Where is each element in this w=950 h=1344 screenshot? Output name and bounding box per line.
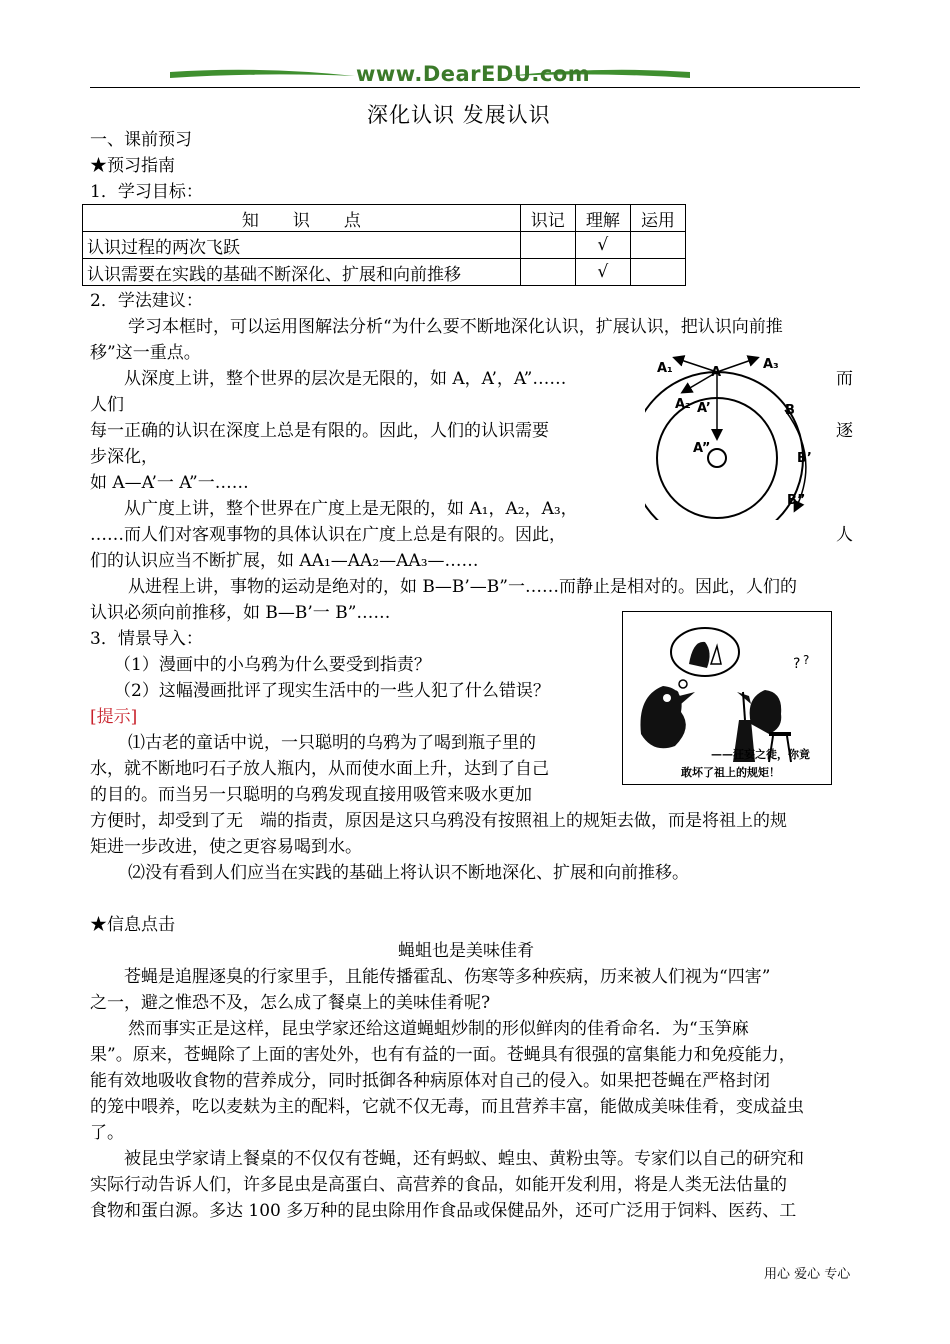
table-header-cell: 知 识 点 xyxy=(83,205,521,232)
diagram-label: A₃ xyxy=(763,357,779,372)
crow-cartoon xyxy=(622,611,832,785)
hint-line: 矩进一步改进，使之更容易喝到水。 xyxy=(90,837,362,857)
diagram-label: A xyxy=(711,365,722,380)
paragraph-line: 人们 xyxy=(90,395,124,415)
paragraph-line: 如 A—A’一 A”一…… xyxy=(90,473,249,493)
header-banner xyxy=(170,62,690,90)
article-line: 之一，避之惟恐不及，怎么成了餐桌上的美味佳肴呢? xyxy=(90,993,491,1013)
cognition-diagram xyxy=(645,350,845,520)
paragraph-line: 认识必须向前推移，如 B—B’一 B”…… xyxy=(90,603,391,623)
paragraph-line: 而 xyxy=(836,369,853,389)
paragraph-line: 人 xyxy=(836,525,853,545)
table-row xyxy=(83,232,686,259)
method-heading: 2．学法建议： xyxy=(90,291,203,311)
table-header-cell: 运用 xyxy=(630,205,685,232)
table-cell xyxy=(520,259,575,286)
cartoon-caption: ——狂妄之徒，你竟 xyxy=(711,748,810,761)
table-cell: √ xyxy=(575,259,630,286)
diagram-label: B xyxy=(785,403,795,418)
site-logo-text[interactable]: www.DearEDU.com xyxy=(356,62,591,86)
table-cell: 认识需要在实践的基础不断深化、扩展和向前推移 xyxy=(83,259,521,286)
article-line: 果”。原来，苍蝇除了上面的害处外，也有有益的一面。苍蝇具有很强的富集能力和免疫能力， xyxy=(90,1045,796,1065)
cartoon-caption: 敢坏了祖上的规矩！ xyxy=(681,766,780,779)
section-heading: 一、课前预习 xyxy=(90,130,192,150)
diagram-label: A” xyxy=(693,441,711,456)
guide-heading: ★预习指南 xyxy=(90,156,175,176)
table-cell xyxy=(630,259,685,286)
info-heading: ★信息点击 xyxy=(90,915,175,935)
article-line: 然而事实正是这样，昆虫学家还给这道蝇蛆炒制的形似鲜肉的佳肴命名．为“玉笋麻 xyxy=(128,1019,749,1039)
scene-heading: 3．情景导入： xyxy=(90,629,203,649)
article-line: 能有效地吸收食物的营养成分，同时抵御各种病原体对自己的侵入。如果把苍蝇在严格封闭 xyxy=(90,1071,770,1091)
hint-line: 方便时，却受到了无 端的指责，原因是这只乌鸦没有按照祖上的规矩去做，而是将祖上的规 xyxy=(90,811,787,831)
table-row xyxy=(83,259,686,286)
article-line: 实际行动告诉人们，许多昆虫是高蛋白、高营养的食品，如能开发利用，将是人类无法估量的 xyxy=(90,1175,787,1195)
page-footer: 用心 爱心 专心 xyxy=(764,1267,851,1282)
table-header-row xyxy=(83,205,686,232)
paragraph-line: 每一正确的认识在深度上总是有限的。因此，人们的认识需要 xyxy=(90,421,549,441)
diagram-label: A’ xyxy=(697,401,711,416)
article-line: 的笼中喂养，吃以麦麸为主的配料，它就不仅无毒，而且营养丰富，能做成美味佳肴，变成益虫 xyxy=(90,1097,804,1117)
diagram-label: A₂ xyxy=(675,397,691,412)
goals-table xyxy=(82,204,686,286)
paragraph-line: 们的认识应当不断扩展，如 AA₁—AA₂—AA₃—…… xyxy=(90,551,479,571)
diagram-label: A₁ xyxy=(657,361,673,376)
paragraph-line: 从广度上讲，整个世界在广度上是无限的，如 A₁，A₂，A₃， xyxy=(124,499,578,519)
paragraph-line: 学习本框时，可以运用图解法分析“为什么要不断地深化认识，扩展认识，把认识向前推 xyxy=(128,317,783,337)
header-rule xyxy=(90,87,860,88)
article-line: 被昆虫学家请上餐桌的不仅仅有苍蝇，还有蚂蚁、蝗虫、黄粉虫等。专家们以自己的研究和 xyxy=(124,1149,804,1169)
table-cell xyxy=(520,232,575,259)
article-line: 食物和蛋白源。多达 100 多万种的昆虫除用作食品或保健品外，还可广泛用于饲料、医药、工 xyxy=(90,1201,797,1221)
table-cell: √ xyxy=(575,232,630,259)
goals-heading: 1．学习目标： xyxy=(90,182,203,202)
table-header-cell: 理解 xyxy=(575,205,630,232)
hint-line: ⑵没有看到人们应当在实践的基础上将认识不断地深化、扩展和向前推移。 xyxy=(128,863,689,883)
paragraph-line: 逐 xyxy=(836,421,853,441)
paragraph-line: 移”这一重点。 xyxy=(90,343,201,363)
hint-line: 水，就不断地叼石子放人瓶内，从而使水面上升，达到了自己 xyxy=(90,759,549,779)
question-item: （1）漫画中的小乌鸦为什么要受到指责？ xyxy=(114,655,431,675)
question-item: （2）这幅漫画批评了现实生活中的一些人犯了什么错误？ xyxy=(114,681,550,701)
page-title: 深化认识 发展认识 xyxy=(367,103,551,127)
svg-text:?: ? xyxy=(803,653,810,667)
hint-label: [提示] xyxy=(90,707,138,727)
paragraph-line: 从深度上讲，整个世界的层次是无限的，如 A，A’，A”…… xyxy=(124,369,567,389)
diagram-label: B” xyxy=(787,493,806,508)
table-header-cell: 识记 xyxy=(520,205,575,232)
diagram-label: B’ xyxy=(797,451,812,466)
table-cell: 认识过程的两次飞跃 xyxy=(83,232,521,259)
article-title: 蝇蛆也是美味佳肴 xyxy=(398,941,534,961)
paragraph-line: 步深化， xyxy=(90,447,158,467)
hint-line: ⑴古老的童话中说，一只聪明的乌鸦为了喝到瓶子里的 xyxy=(128,733,536,753)
article-line: 了。 xyxy=(90,1123,124,1143)
hint-line: 的目的。而当另一只聪明的乌鸦发现直接用吸管来吸水更加 xyxy=(90,785,532,805)
paragraph-line: 从进程上讲，事物的运动是绝对的，如 B—B’—B”一……而静止是相对的。因此，人们的 xyxy=(128,577,797,597)
table-cell xyxy=(630,232,685,259)
paragraph-line: ……而人们对客观事物的具体认识在广度上总是有限的。因此， xyxy=(90,525,566,545)
article-line: 苍蝇是追腥逐臭的行家里手，且能传播霍乱、伤寒等多种疾病，历来被人们视为“四害” xyxy=(124,967,771,987)
svg-text:?: ? xyxy=(793,656,801,672)
